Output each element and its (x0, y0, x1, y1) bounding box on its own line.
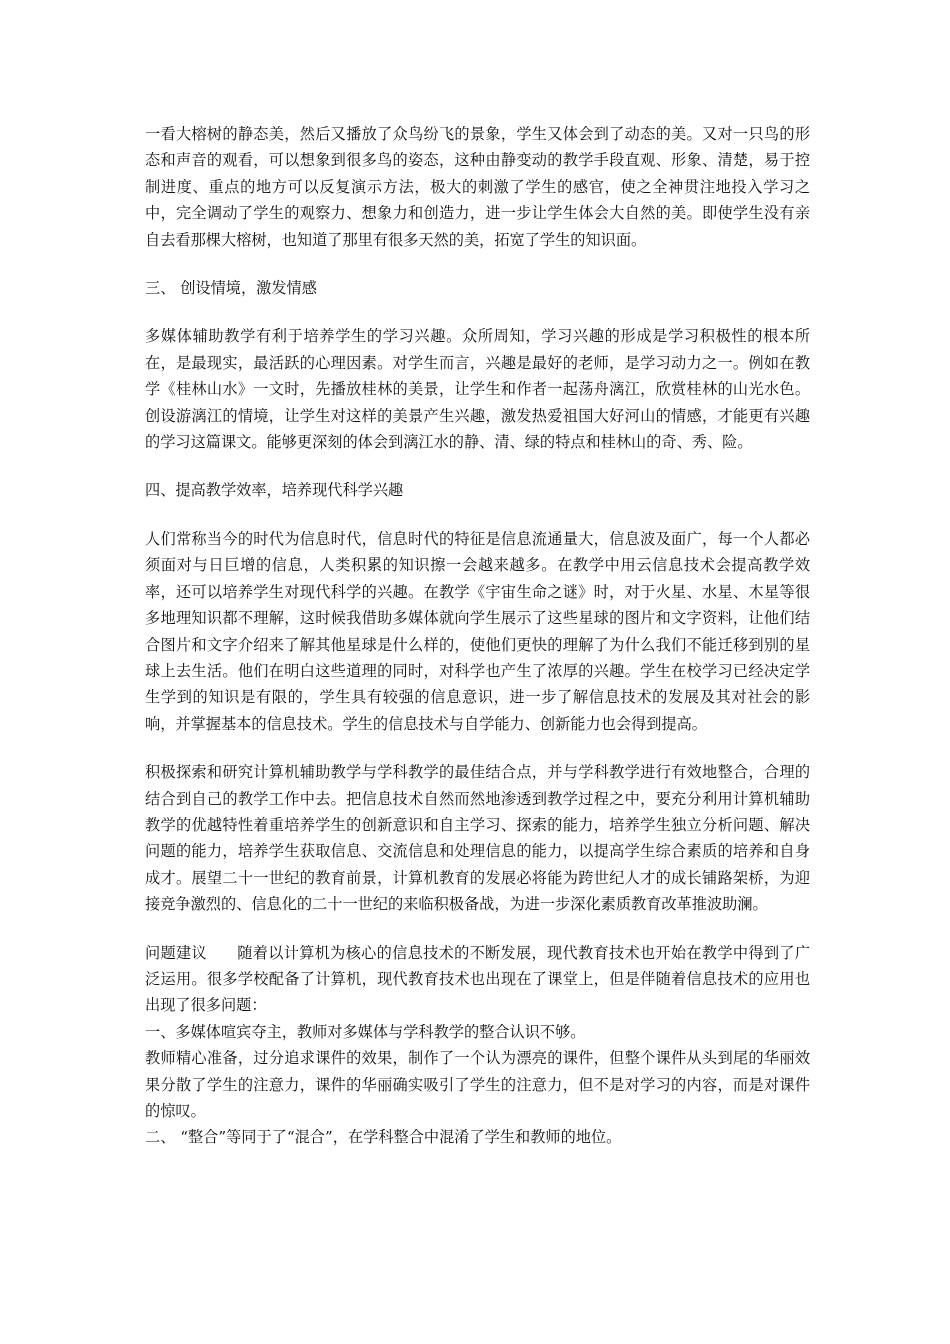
spacer (145, 504, 810, 526)
paragraph-problems-intro (145, 940, 810, 1019)
heading-section-three: 三、 创设情境，激发情感 (145, 279, 317, 298)
spacer (145, 918, 810, 940)
paragraph-integration: 积极探索和研究计算机辅助教学与学科教学的最佳结合点，并与学科教学进行有效地整合，合理的结合到自己的教学工作中去。把信息技术自然而然地渗透到教学过程之中，要充分利用计算机辅助教学的优越特性着重培养学生的创新意识和自主学习、探索的能力，培养学生独立分析问题、解决问题的能力，培养学生获取信息、交流信息和处理信息的能力，以提高学生综合素质的培养和自身成才。展望二十一世纪的教育前景，计算机教育的发展必将能为跨世纪人才的成长铺路架桥，为迎接竞争激烈的、信息化的二十一世纪的来临积极备战，为进一步深化素质教育改革推波助澜。 (145, 763, 810, 914)
paragraph-interest: 多媒体辅助教学有利于培养学生的学习兴趣。众所周知，学习兴趣的形成是学习积极性的根本所在，是最现实，最活跃的心理因素。对学生而言，兴趣是最好的老师，是学习动力之一。例如在教学《桂林山水》一文时，先播放桂林的美景，让学生和作者一起荡舟漓江，欣赏桂林的山光水色。创设游漓江的情境，让学生对这样的美景产生兴趣，激发热爱祖国大好河山的情感，才能更有兴趣的学习这篇课文。能够更深刻的体会到漓江水的静、清、绿的特点和桂林山的奇、秀、险。 (145, 327, 810, 452)
paragraph-information-age: 人们常称当今的时代为信息时代，信息时代的特征是信息流通量大，信息波及面广，每一个人都必须面对与日巨增的信息，人类积累的知识擦一会越来越多。在教学中用云信息技术会提高教学效率，还可以培养学生对现代科学的兴趣。在教学《宇宙生命之谜》时，对于火星、水星、木星等很多地理知识都不理解，这时候我借助多媒体就向学生展示了这些星球的图片和文字资料，让他们结合图片和文字介绍来了解其他星球是什么样的，使他们更快的理解了为什么我们不能迁移到别的星球上去生活。他们在明白这些道理的同时，对科学也产生了浓厚的兴趣。学生在校学习已经决定学生学到的知识是有限的，学生具有较强的信息意识，进一步了解信息技术的发展及其对社会的影响，并掌握基本的信息技术。学生的信息技术与自学能力、创新能力也会得到提高。 (145, 529, 810, 733)
problems-text: 随着以计算机为核心的信息技术的不断发展，现代教育技术也开始在教学中得到了广泛运用。很多学校配备了计算机，现代教育技术也出现在了课堂上，但是伴随着信息技术的应用也出现了很多问题： (145, 943, 811, 1015)
document-body (145, 121, 810, 1151)
spacer (145, 737, 810, 759)
paragraph-problem-one: 教师精心准备，过分追求课件的效果，制作了一个认为漂亮的课件，但整个课件从头到尾的华丽效果分散了学生的注意力，课件的华丽确实吸引了学生的注意力，但不是对学习的内容，而是对课件的惊叹。 (145, 1049, 810, 1120)
problem-two-heading: 二、 “整合”等同于了“混合”，在学科整合中混淆了学生和教师的地位。 (145, 1128, 622, 1147)
paragraph-banyan: 一看大榕树的静态美，然后又播放了众鸟纷飞的景象，学生又体会到了动态的美。又对一只鸟的形态和声音的观看，可以想象到很多鸟的姿态，这种由静变动的教学手段直观、形象、清楚，易于控制进度、重点的地方可以反复演示方法，极大的刺激了学生的感官，使之全神贯注地投入学习之中，完全调动了学生的观察力、想象力和创造力，进一步让学生体会大自然的美。即使学生没有亲自去看那棵大榕树，也知道了那里有很多天然的美，拓宽了学生的知识面。 (145, 125, 810, 249)
spacer (145, 253, 810, 275)
spacer (145, 301, 810, 323)
heading-section-four: 四、提高教学效率，培养现代科学兴趣 (145, 481, 404, 500)
problem-one-heading: 一、多媒体喧宾夺主，教师对多媒体与学科教学的整合认识不够。 (145, 1022, 586, 1041)
problems-label: 问题建议 (145, 943, 207, 962)
spacer (145, 455, 810, 477)
